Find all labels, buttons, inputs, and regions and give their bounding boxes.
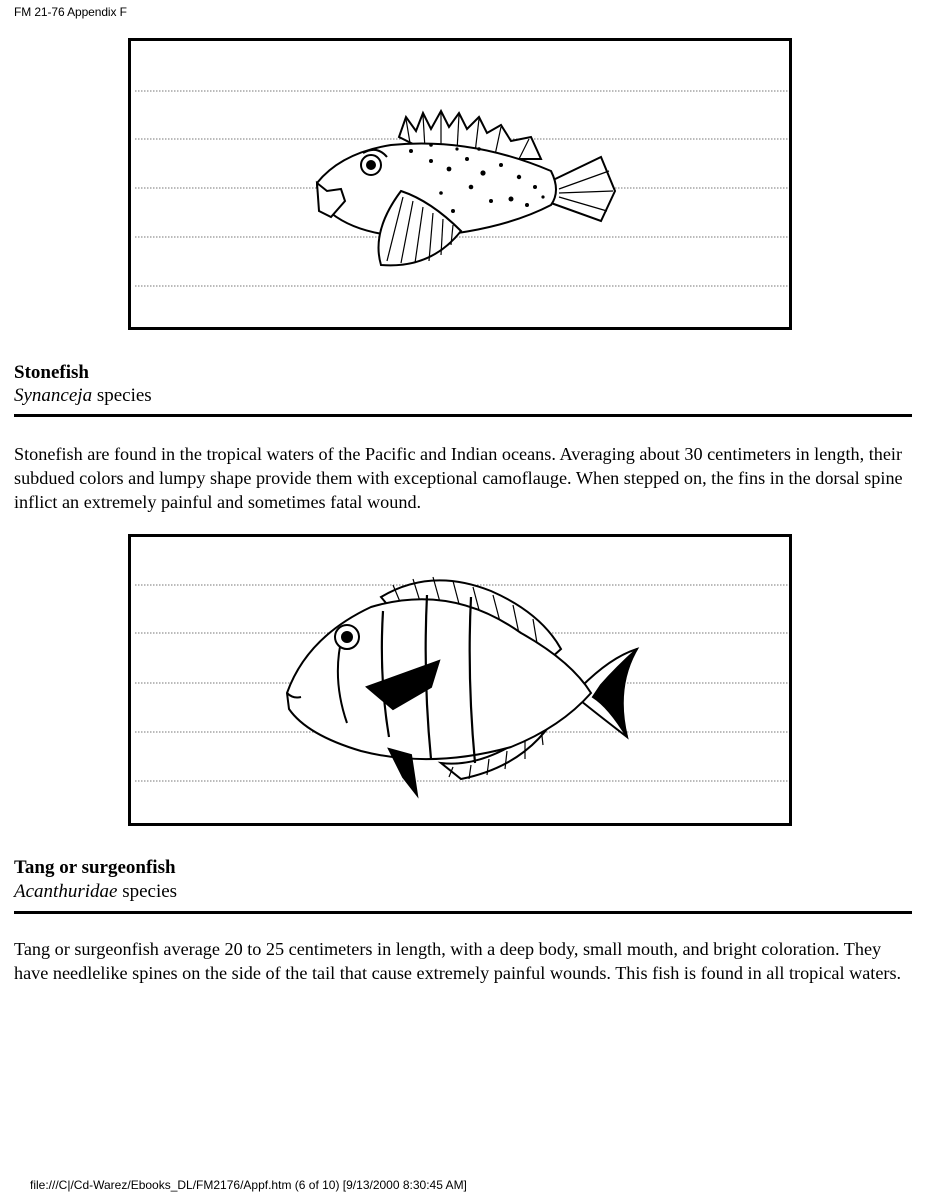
stonefish-figure (128, 38, 792, 330)
surgeonfish-species-suffix: species (117, 881, 178, 902)
stonefish-title: Stonefish (14, 362, 89, 383)
page-header: FM 21-76 Appendix F (14, 5, 127, 19)
stonefish-scientific-name (14, 385, 152, 407)
surgeonfish-title: Tang or surgeonfish (14, 857, 176, 878)
surgeonfish-scientific-name (14, 881, 177, 903)
stonefish-genus: Synanceja (14, 385, 93, 406)
surgeonfish-figure (128, 534, 792, 826)
stonefish-icon (131, 41, 789, 327)
surgeonfish-icon (131, 537, 789, 829)
page-footer: file:///C|/Cd-Warez/Ebooks_DL/FM2176/Appf.htm (6 of 10) [9/13/2000 8:30:45 AM] (30, 1178, 467, 1192)
section-divider (14, 911, 912, 914)
surgeonfish-description: Tang or surgeonfish average 20 to 25 centimeters in length, with a deep body, small mouth, and bright coloration. They have needlelike spines on the side of the tail that cause extremely painful wounds. This fish is found in all tropical waters. (14, 939, 902, 983)
section-divider (14, 414, 912, 417)
stonefish-species-suffix: species (92, 385, 152, 406)
stonefish-description: Stonefish are found in the tropical waters of the Pacific and Indian oceans. Averaging about 30 centimeters in length, their subdued colors and lumpy shape provide them with exceptional camoflauge. When stepped on, the fins in the dorsal spine inflict an extremely painful and sometimes fatal wound. (14, 444, 903, 512)
surgeonfish-genus: Acanthuridae (14, 881, 118, 902)
